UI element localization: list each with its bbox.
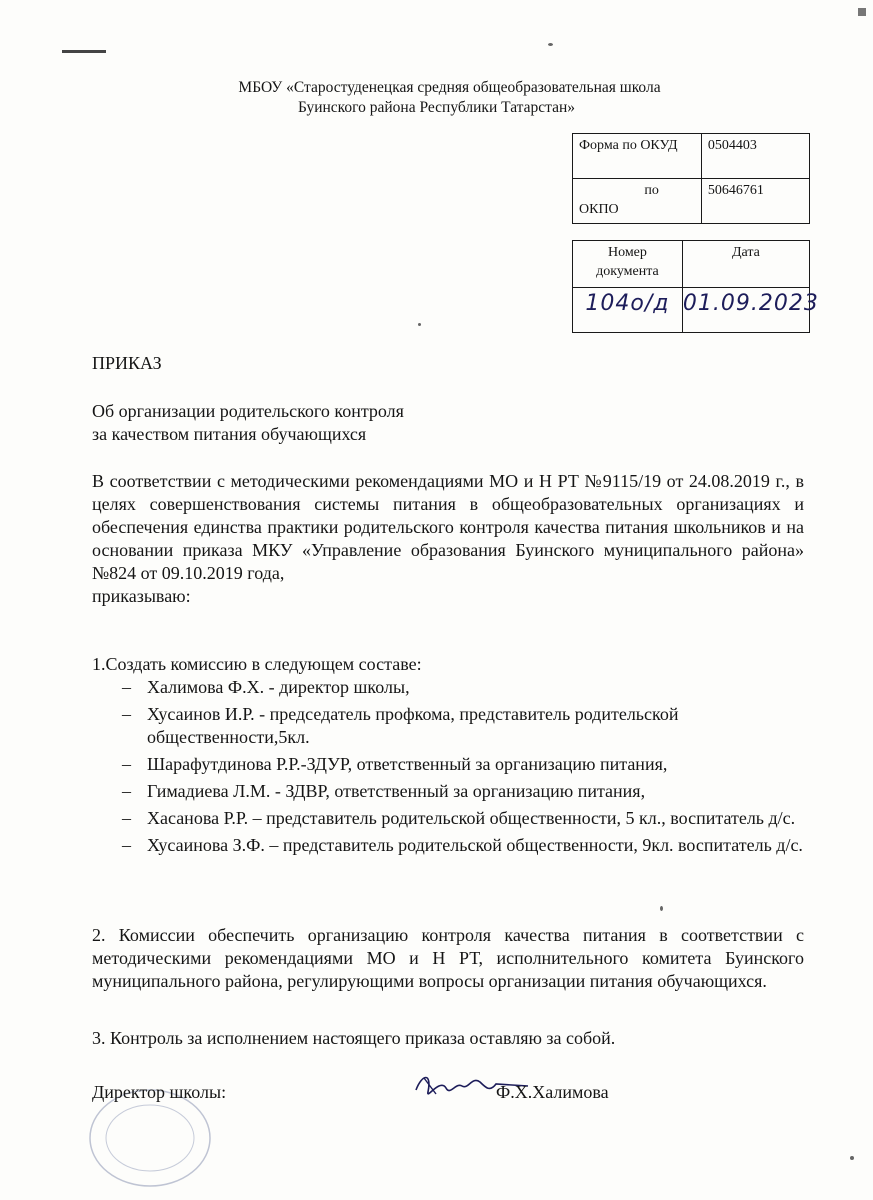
commission-member: – Хусаинова З.Ф. – представитель родительской общественности, 9кл. воспитатель д/с.	[92, 834, 804, 857]
signature-name: Ф.Х.Халимова	[496, 1082, 609, 1102]
scan-speck	[850, 1156, 854, 1160]
scan-mark-top-left	[62, 50, 106, 53]
point-3: 3. Контроль за исполнением настоящего приказа оставляю за собой.	[92, 1028, 616, 1048]
signature-label: Директор школы:	[92, 1082, 227, 1102]
preamble-paragraph	[92, 470, 804, 608]
form-codes-table	[572, 133, 810, 224]
commission-member: – Хусаинов И.Р. - председатель профкома, представитель родительской общественности,5кл.	[92, 703, 804, 749]
commission-member: – Хасанова Р.Р. – представитель родительской общественности, 5 кл., воспитатель д/с.	[92, 807, 804, 830]
scan-mark-top-right	[858, 8, 866, 16]
preamble-text: В соответствии с методическими рекомендациями МО и Н РТ №9115/19 от 24.08.2019 г., в целях совершенствования системы питания в общеобразовательных организациях и обеспечения единства практики родительского контроля качества питания школьников и на основании приказа МКУ «Управление образования Буинского муниципального района» №824 от 09.10.2019 года,	[92, 471, 804, 583]
document-number-header: Номер документа	[573, 241, 683, 288]
okud-value: 0504403	[701, 134, 809, 179]
document-number-table	[572, 240, 819, 333]
document-title: ПРИКАЗ	[92, 353, 162, 373]
organization-name-line1: МБОУ «Старостуденецкая средняя общеобразовательная школа	[238, 79, 661, 96]
point-1-text: 1.Создать комиссию в следующем составе:	[92, 654, 422, 674]
okpo-label-bottom: ОКПО	[579, 202, 619, 217]
subject-line2: за качеством питания обучающихся	[92, 424, 367, 444]
scan-speck	[548, 43, 553, 46]
okpo-label	[573, 179, 702, 224]
document-date-header: Дата	[682, 241, 809, 288]
document-date-cell	[682, 288, 819, 333]
scan-speck	[418, 323, 421, 326]
okpo-value: 50646761	[701, 179, 809, 224]
document-number-cell	[573, 288, 683, 333]
document-subject	[92, 400, 804, 446]
document-date-value: 01.09.2023	[682, 291, 819, 316]
organization-name-line2: Буинского района Республики Татарстан»	[297, 99, 576, 116]
okud-label: Форма по ОКУД	[573, 134, 702, 179]
signature-row	[92, 1082, 804, 1112]
commission-members-list	[92, 676, 804, 857]
point-1	[92, 653, 804, 857]
okpo-label-top: по	[644, 183, 659, 198]
commission-member: – Халимова Ф.Х. - директор школы,	[92, 676, 804, 699]
commission-member: – Шарафутдинова Р.Р.-ЗДУР, ответственный за организацию питания,	[92, 753, 804, 776]
scan-speck	[660, 906, 663, 911]
subject-line1: Об организации родительского контроля	[92, 401, 404, 421]
point-2: 2. Комиссии обеспечить организацию контроля качества питания в соответствии с методическими рекомендациями МО и Н РТ, исполнительного комитета Буинского муниципального района, регулирующими вопросы организации питания обучающихся.	[92, 925, 804, 991]
commission-member: – Гимадиева Л.М. - ЗДВР, ответственный за организацию питания,	[92, 780, 804, 803]
document-number-value: 104о/д	[585, 291, 670, 316]
order-word: приказываю:	[92, 586, 191, 606]
organization-header	[0, 78, 873, 118]
